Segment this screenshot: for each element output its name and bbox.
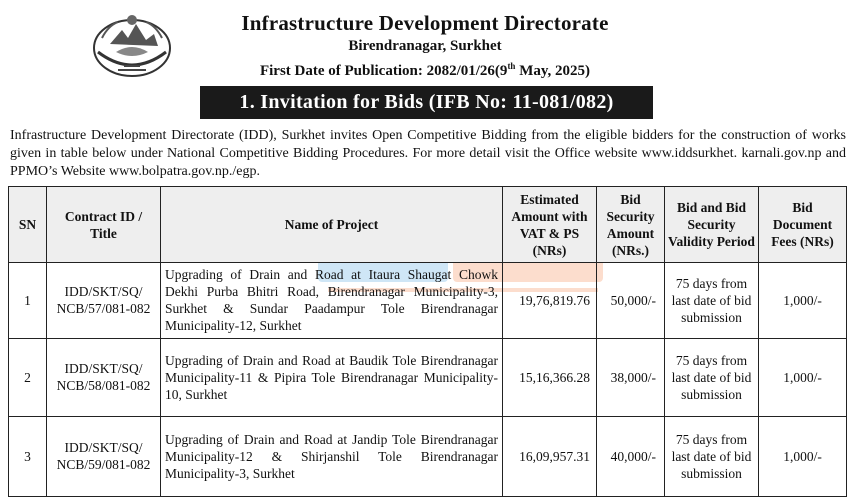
- header-contract: Contract ID / Title: [47, 187, 161, 263]
- cell-estimate: 15,16,366.28: [503, 338, 597, 416]
- cell-project: Upgrading of Drain and Road at Baudik Tole Birendranagar Municipality-11 & Pipira Tole Birendranagar Municipality-10, Surkhet: [161, 338, 503, 416]
- cell-sn: 3: [9, 416, 47, 496]
- header-sn: SN: [9, 187, 47, 263]
- header-security: Bid Security Amount (NRs.): [597, 187, 665, 263]
- cell-validity: 75 days from last date of bid submission: [665, 416, 759, 496]
- cell-estimate: 16,09,957.31: [503, 416, 597, 496]
- cell-contract: IDD/SKT/SQ/ NCB/58/081-082: [47, 338, 161, 416]
- organization-address: Birendranagar, Surkhet: [348, 38, 502, 54]
- bid-table: [8, 186, 847, 497]
- cell-security: 38,000/-: [597, 338, 665, 416]
- cell-security: 40,000/-: [597, 416, 665, 496]
- publication-date: [200, 56, 650, 81]
- cell-validity: 75 days from last date of bid submission: [665, 263, 759, 339]
- ifb-banner: 1. Invitation for Bids (IFB No: 11-081/082): [200, 86, 653, 119]
- cell-fees: 1,000/-: [759, 263, 847, 339]
- header-fees: Bid Document Fees (NRs): [759, 187, 847, 263]
- cell-sn: 1: [9, 263, 47, 339]
- nepal-government-emblem-icon: [88, 8, 176, 80]
- publication-sup: th: [507, 61, 516, 71]
- table-row: [9, 416, 847, 496]
- publication-tail: May, 2025): [515, 63, 591, 79]
- cell-contract: IDD/SKT/SQ/ NCB/59/081-082: [47, 416, 161, 496]
- cell-project: Upgrading of Drain and Road at Jandip Tole Birendranagar Municipality-12 & Shirjanshil Tole Birendranagar Municipality-3, Surkhet: [161, 416, 503, 496]
- cell-security: 50,000/-: [597, 263, 665, 339]
- cell-contract: IDD/SKT/SQ/ NCB/57/081-082: [47, 263, 161, 339]
- cell-estimate: 19,76,819.76: [503, 263, 597, 339]
- intro-paragraph: Infrastructure Development Directorate (IDD), Surkhet invites Open Competitive Bidding from the eligible bidders for the construction of works given in table below under National Competitive Bidding Procedures. For more detail visit the Office website www.iddsurkhet. karnali.gov.np and PPMO’s Website www.bolpatra.gov.np./egp.: [10, 128, 846, 179]
- header-project: Name of Project: [161, 187, 503, 263]
- document-header: [0, 0, 854, 84]
- table-header-row: [9, 187, 847, 263]
- cell-sn: 2: [9, 338, 47, 416]
- table-row: [9, 338, 847, 416]
- cell-project: Upgrading of Drain and Road at Itaura Shaugat Chowk Dekhi Purba Bhitri Road, Birendranagar Municipality-3, Surkhet & Sundar Paadampur Tole Birendranagar Municipality-12, Surkhet: [161, 263, 503, 339]
- title-block: [200, 10, 650, 81]
- cell-fees: 1,000/-: [759, 416, 847, 496]
- header-estimate: Estimated Amount with VAT & PS (NRs): [503, 187, 597, 263]
- header-validity: Bid and Bid Security Validity Period: [665, 187, 759, 263]
- cell-fees: 1,000/-: [759, 338, 847, 416]
- table-row: [9, 263, 847, 339]
- publication-label: First Date of Publication: 2082/01/26(9: [259, 63, 508, 79]
- organization-name: Infrastructure Development Directorate: [241, 11, 609, 35]
- cell-validity: 75 days from last date of bid submission: [665, 338, 759, 416]
